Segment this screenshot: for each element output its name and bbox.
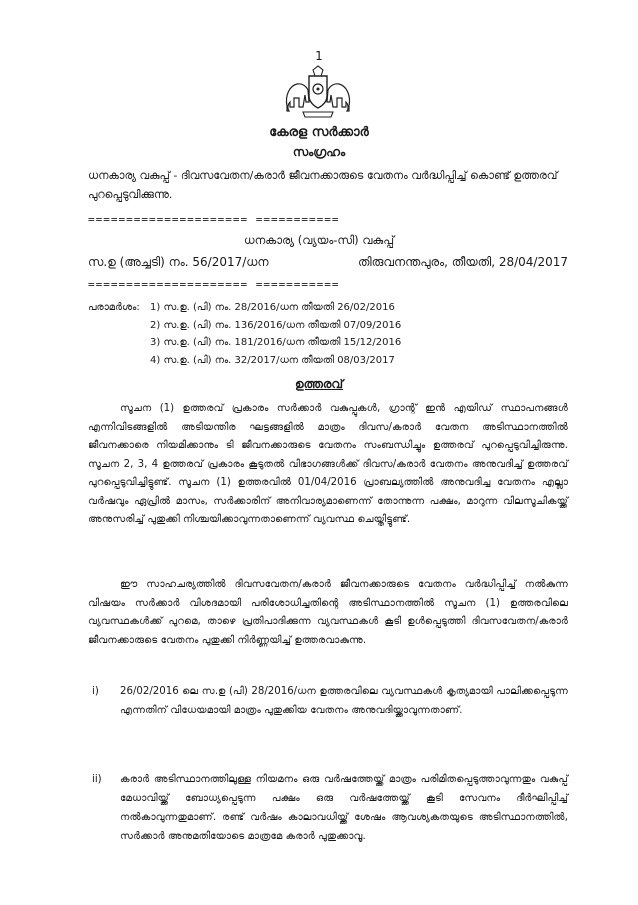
place-and-date: തിരുവനന്തപുരം, തീയതി, 28/04/2017 (358, 255, 568, 269)
condition-text: കരാർ അടിസ്ഥാനത്തിലുള്ള നിയമനം ഒരു വർഷത്തേയ്ക്ക് മാത്രം പരിമിതപ്പെടുത്താവുന്നതും വകുപ്പ് മേധാവിയ്ക്ക് ബോധ്യപ്പെടുന്ന പക്ഷം ഒരു വർഷത്തേയ്ക്ക് കൂടി സേവനം ദീർഘിപ്പിച്ച് നൽകാവുന്നതുമാണ്. രണ്ട് വർഷം കാലാവധിയ്ക്ക് ശേഷം ആവശ്യകതയുടെ അടിസ്ഥാനത്തിൽ, സർക്കാർ അനുമതിയോടെ മാത്രമേ കരാർ പുതുക്കാവൂ. (120, 774, 568, 842)
paragraph-1: സൂചന (1) ഉത്തരവ് പ്രകാരം സർക്കാർ വകുപ്പുകൾ, ഗ്രാന്റ് ഇൻ എയിഡ് സ്ഥാപനങ്ങൾ എന്നിവിടങ്ങളിൽ അടിയന്തിര ഘട്ടങ്ങളിൽ മാത്രം ദിവസ/കരാർ വേതന അടിസ്ഥാനത്തിൽ ജീവനക്കാരെ നിയമിക്കാനും ടി ജീവനക്കാരുടെ വേതനം സംബന്ധിച്ചും ഉത്തരവ് പുറപ്പെടുവിച്ചിരുന്നു. സൂചന 2, 3, 4 ഉത്തരവ് പ്രകാരം കൂടുതൽ വിഭാഗങ്ങൾക്ക് ദിവസ/കരാർ വേതനം അനുവദിച്ച് ഉത്തരവ് പുറപ്പെടുവിച്ചിട്ടുണ്ട്. സൂചന (1) ഉത്തരവിൽ 01/04/2016 പ്രാബല്യത്തിൽ അനുവദിച്ച വേതനം എല്ലാ വർഷവും ഏപ്രിൽ മാസം, സർക്കാരിന് അനിവാര്യമാണെന്ന് തോന്നുന്ന പക്ഷം, മാറുന്ന വിലസൂചികയ്ക്ക് അനുസരിച്ച് പുതുക്കി നിശ്ചയിക്കാവുന്നതാണെന്ന് വ്യവസ്ഥ ചെയ്തിട്ടുണ്ട്. (88, 403, 568, 526)
department-name: ധനകാര്യ (വ്യയം-സി) വകുപ്പ് (243, 233, 395, 247)
condition-number: i) (92, 686, 99, 697)
condition-number: ii) (92, 774, 102, 785)
order-number: സ.ഉ (അച്ചടി) നം. 56/2017/ധന (88, 255, 269, 269)
references-list (150, 301, 401, 371)
subject-line: ധനകാര്യ വകുപ്പ് - ദിവസവേതന/കരാർ ജീവനക്കാരുടെ വേതനം വർദ്ധിപ്പിച്ച് കൊണ്ട് ഉത്തരവ് പുറപ്പെടുവിക്കുന്നു. (88, 169, 558, 202)
page-number: 1 (315, 49, 323, 63)
government-name: കേരള സർക്കാർ (269, 125, 369, 140)
paragraph-2: ഈ സാഹചര്യത്തിൽ ദിവസവേതന/കരാർ ജീവനക്കാരുടെ വേതനം വർദ്ധിപ്പിച്ച് നൽകുന്ന വിഷയം സർക്കാർ വിശദമായി പരിശോധിച്ചതിന്റെ അടിസ്ഥാനത്തിൽ സൂചന (1) ഉത്തരവിലെ വ്യവസ്ഥകൾക്ക് പുറമെ, താഴെ പ്രതിപാദിക്കുന്ന വ്യവസ്ഥകൾ കൂടി ഉൾപ്പെടുത്തി ദിവസവേതന/കരാർ ജീവനക്കാരുടെ വേതനം പുതുക്കി നിർണ്ണയിച്ച് ഉത്തരവാകുന്നു. (88, 579, 568, 646)
reference-item: 2) സ.ഉ. (പി) നം. 136/2016/ധന തീയതി 07/09/2016 (150, 319, 402, 331)
reference-item: 1) സ.ഉ. (പി) നം. 28/2016/ധന തീയതി 26/02/2016 (150, 302, 395, 313)
kerala-state-emblem-icon (283, 62, 353, 122)
reference-item: 3) സ.ഉ. (പി) നം. 181/2016/ധന തീയതി 15/12/2016 (150, 337, 402, 348)
order-heading: ഉത്തരവ് (294, 377, 344, 391)
reference-item: 4) സ.ഉ. (പി) നം. 32/2017/ധന തീയതി 08/03/2017 (150, 354, 395, 366)
references-label: പരാമർശം: (88, 302, 140, 313)
separator-line-bottom: ===================== =========== (88, 278, 340, 291)
condition-text: 26/02/2016 ലെ സ.ഉ (പി) 28/2016/ധന ഉത്തരവിലെ വ്യവസ്ഥകൾ കൃത്യമായി പാലിക്കപ്പെടുന്ന എന്നതിന് വിധേയമായി മാത്രം പുതുക്കിയ വേതനം അനുവദിയ്ക്കാവുന്നതാണ്. (120, 686, 568, 716)
order-type: സംഗ്രഹം (292, 145, 346, 159)
separator-line-top: ===================== =========== (88, 213, 340, 226)
